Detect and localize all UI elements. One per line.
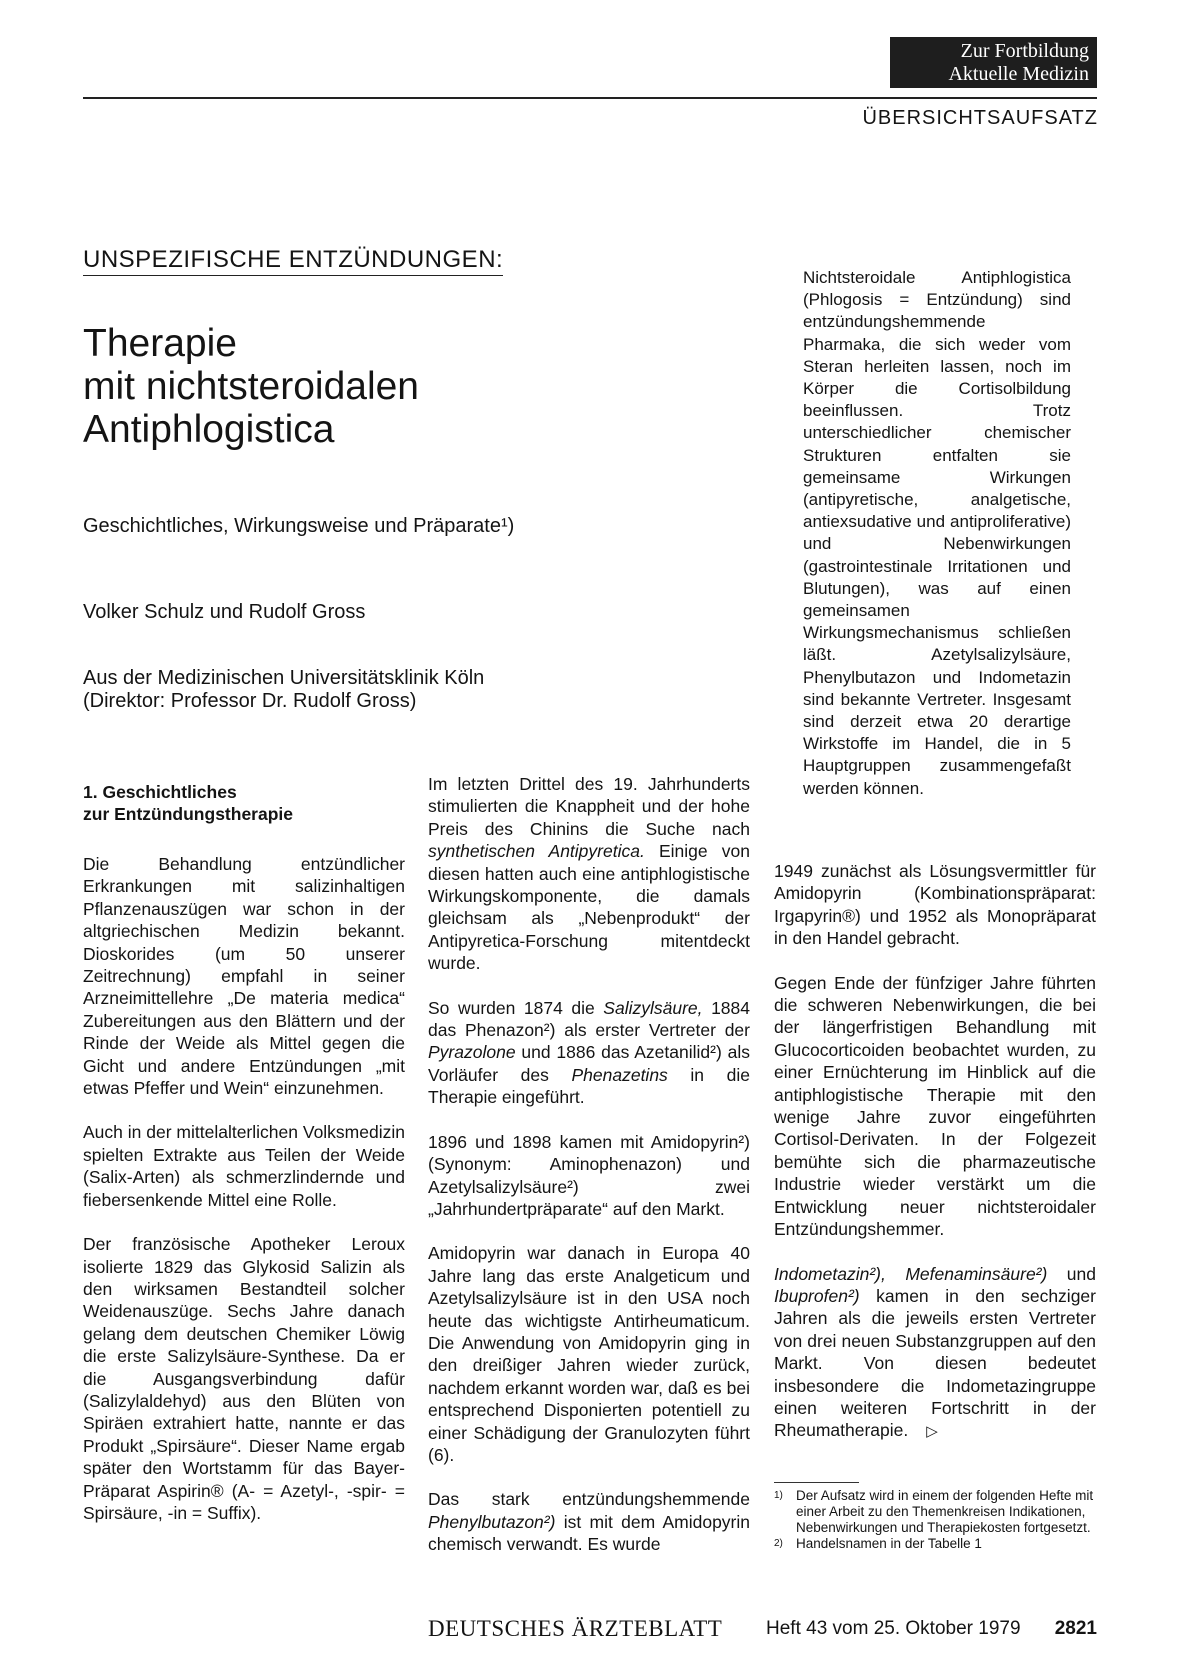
text-run: in die Therapie eingeführt. — [428, 1064, 751, 1108]
emphasis: Ibuprofen²) — [774, 1285, 860, 1306]
paragraph — [428, 773, 750, 975]
emphasis: Indometazin²), — [774, 1263, 886, 1284]
article-title — [83, 322, 419, 451]
section-heading-line-2: zur Entzündungstherapie — [83, 804, 293, 824]
article-authors: Volker Schulz und Rudolf Gross — [83, 601, 366, 623]
continue-arrow-icon: ▷ — [926, 1423, 938, 1441]
article-kicker: UNSPEZIFISCHE ENTZÜNDUNGEN: — [83, 246, 503, 276]
text-run — [886, 1264, 905, 1284]
affiliation-line-2: (Direktor: Professor Dr. Rudolf Gross) — [83, 690, 417, 712]
emphasis: Phenazetins — [571, 1064, 668, 1085]
section-badge — [890, 37, 1097, 88]
emphasis: Salizylsäure, — [603, 997, 703, 1018]
emphasis: Phenylbutazon²) — [428, 1511, 556, 1532]
text-run: Das stark entzündungshemmende — [428, 1489, 750, 1510]
title-line-1: Therapie — [83, 322, 237, 365]
paragraph — [428, 1488, 750, 1555]
footnote-text: Handelsnamen in der Tabelle 1 — [796, 1536, 982, 1551]
footnote — [774, 1536, 1096, 1552]
emphasis: synthetischen Antipyretica. — [428, 841, 645, 862]
footnote-rule — [774, 1482, 859, 1483]
paragraph: Der französische Apotheker Leroux isolierte 1829 das Glykosid Salizin als den wirksamen Bestandteil solcher Weidenauszüge. Sechs Jahre danach gelang dem deutschen Chemiker Löwig die erste Salizylsäure-Synthese. Da er die Ausgangsverbindung dafür (Salizylaldehyd) aus den Blüten von Spiräen extrahiert hatte, nannte er das Produkt „Spirsäure“. Dieser Name ergab später den Wortstamm für das Bayer-Präparat Aspirin® (A- = Azetyl-, -spir- = Spirsäure, -in = Suffix). — [83, 1234, 405, 1523]
text-run: kamen in den sechziger Jahren als die jeweils ersten Vertreter von drei neuen Substanzgruppen auf den Markt. Von diesen bedeutet insbesondere die Indometazingruppe einen weiteren Fortschritt in der Rheumatherapie. — [774, 1285, 1096, 1441]
paragraph: 1949 zunächst als Lösungsvermittler für Amidopyrin (Kombinationspräparat: Irgapyrin®) und 1952 als Monopräparat in den Handel gebracht. — [774, 861, 1096, 949]
badge-line-2: Aktuelle Medizin — [948, 63, 1089, 85]
page-number: 2821 — [1054, 1618, 1097, 1639]
footnote-text: Der Aufsatz wird in einem der folgenden Hefte mit einer Arbeit zu den Themenkreisen Indikationen, Nebenwirkungen und Therapiekosten fortgesetzt. — [796, 1488, 1094, 1535]
section-label: ÜBERSICHTSAUFSATZ — [862, 107, 1098, 129]
section-heading-line-1: 1. Geschichtliches — [83, 782, 237, 802]
footnote — [774, 1488, 1096, 1536]
text-column-3 — [774, 860, 1096, 1466]
text-run: und — [1047, 1263, 1096, 1284]
paragraph — [428, 997, 750, 1109]
text-column-1 — [83, 781, 405, 1546]
text-run: So wurden 1874 die — [428, 997, 604, 1018]
emphasis: Pyrazolone — [428, 1042, 516, 1063]
text-column-2 — [428, 773, 750, 1578]
text-run: und 1886 das Azetanilid²) als Vorläufer des — [428, 1042, 750, 1085]
text-run: Im letzten Drittel des 19. Jahrhunderts stimulierten die Knappheit und der hohe Preis des Chinins die Suche nach — [428, 774, 750, 839]
issue-info: Heft 43 vom 25. Oktober 1979 — [766, 1618, 1021, 1639]
section-heading — [83, 781, 405, 825]
footnote-mark: 1) — [774, 1490, 783, 1501]
page-footer — [83, 1616, 1097, 1642]
paragraph — [774, 1263, 1096, 1444]
paragraph: Gegen Ende der fünfziger Jahre führten die schweren Nebenwirkungen, die bei der längerfristigen Behandlung mit Glucocorticoiden beobachtet wurden, zu einer Ernüchterung im Hinblick auf die antiphlogistische Therapie mit den wenige Jahre zuvor eingeführten Cortisol-Derivaten. In der Folgezeit bemühte sich die pharmazeutische Industrie wieder verstärkt um die Entwicklung neuer nichtsteroidaler Entzündungshemmer. — [774, 972, 1096, 1240]
affiliation-line-1: Aus der Medizinischen Universitätsklinik Köln — [83, 667, 485, 689]
article-subtitle: Geschichtliches, Wirkungsweise und Präparate¹) — [83, 515, 515, 537]
text-run: Einige von diesen hatten auch eine antiphlogistische Wirkungskomponente, die damals gleichsam als „Nebenprodukt“ der Antipyretica-Forschung mitentdeckt wurde. — [428, 841, 750, 974]
text-run: 1884 das Phenazon²) als erster Vertreter der — [428, 997, 750, 1041]
title-line-2: mit nichtsteroidalen — [83, 365, 419, 408]
article-abstract: Nichtsteroidale Antiphlogistica (Phlogosis = Entzündung) sind entzündungshemmende Pharmaka, die sich weder vom Steran herleiten lassen, noch im Körper die Cortisolbildung beeinflussen. Trotz unterschiedlicher chemischer Strukturen entfalten sie gemeinsame Wirkungen (antipyretische, analgetische, antiexsudative und antiproliferative) und Nebenwirkungen (gastrointestinale Irritationen und Blutungen), was auf einen gemeinsamen Wirkungsmechanismus schließen läßt. Azetylsalizylsäure, Phenylbutazon und Indometazin sind bekannte Vertreter. Insgesamt sind derzeit etwa 20 derartige Wirkstoffe im Handel, die in 5 Hauptgruppen zusammengefaßt werden können. — [803, 268, 1071, 798]
text-run: ist mit dem Amidopyrin chemisch verwandt. Es wurde — [428, 1511, 750, 1555]
badge-line-1: Zur Fortbildung — [960, 40, 1089, 62]
paragraph: Die Behandlung entzündlicher Erkrankungen mit salizinhaltigen Pflanzenauszügen war schon in der altgriechischen Medizin bekannt. Dioskorides (um 50 unserer Zeitrechnung) empfahl in seiner Arzneimittellehre „De materia medica“ Zubereitungen aus den Blättern und der Rinde der Weide als Mittel gegen die Gicht und andere Entzündungen „mit etwas Pfeffer und Wein“ einzunehmen. — [83, 854, 405, 1099]
paragraph: Auch in der mittelalterlichen Volksmedizin spielten Extrakte aus Teilen der Weide (Salix-Arten) als schmerzlindernde und fiebersenkende Mittel eine Rolle. — [83, 1122, 405, 1210]
footnote-mark: 2) — [774, 1538, 783, 1549]
journal-name: DEUTSCHES ÄRZTEBLATT — [428, 1616, 723, 1641]
paragraph: Amidopyrin war danach in Europa 40 Jahre lang das erste Analgeticum und Azetylsalizylsäure ist in den USA noch heute das wichtigste Antirheumaticum. Die Anwendung von Amidopyrin ging in den dreißiger Jahren wieder zurück, nachdem erkannt worden war, daß es bei entsprechend Disponierten potentiell zu einer Schädigung der Granulozyten führt (6). — [428, 1243, 750, 1465]
emphasis: Mefenaminsäure²) — [905, 1263, 1048, 1284]
paragraph: 1896 und 1898 kamen mit Amidopyrin²) (Synonym: Aminophenazon) und Azetylsalizylsäure²) zwei „Jahrhundertpräparate“ auf den Markt. — [428, 1131, 750, 1219]
title-line-3: Antiphlogistica — [83, 408, 335, 451]
header-rule — [83, 97, 1097, 99]
footnotes — [774, 1488, 1096, 1552]
article-affiliation — [83, 667, 484, 713]
